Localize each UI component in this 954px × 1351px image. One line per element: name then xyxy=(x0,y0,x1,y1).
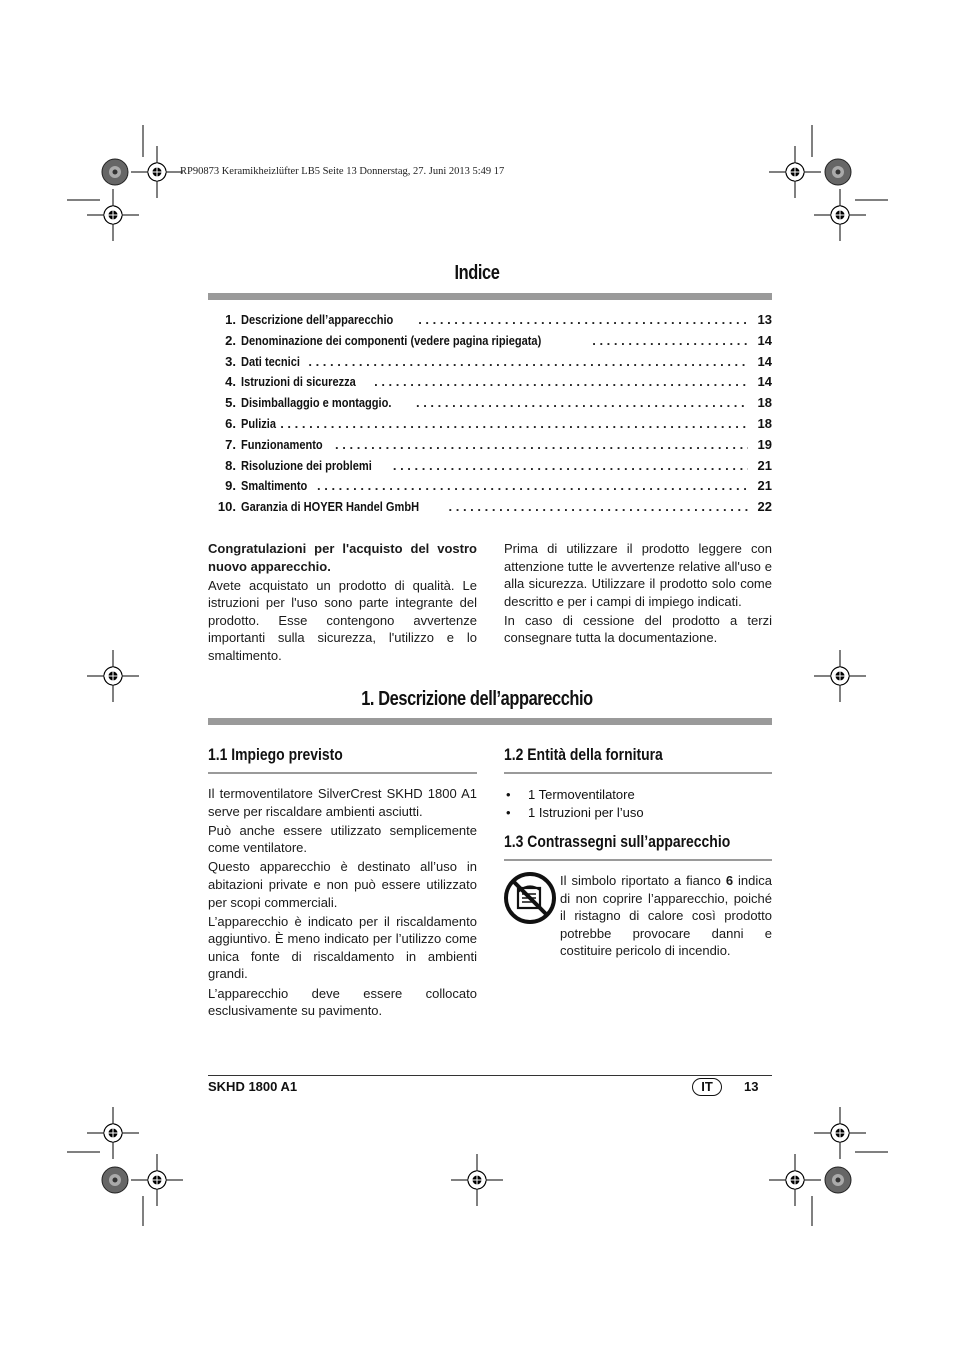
toc-entry-page: 21 xyxy=(757,457,772,473)
toc-entry-page: 14 xyxy=(757,353,772,369)
symbol-text-start: Il simbolo riportato a fianco xyxy=(560,873,726,888)
toc-entry-number: 7. xyxy=(225,436,236,452)
toc-entry-title: Disimballaggio e montaggio. xyxy=(241,395,392,411)
toc-entry-title: Garanzia di HOYER Handel GmbH xyxy=(241,499,420,515)
footer-divider xyxy=(208,1075,772,1076)
section-1-2-title: 1.2 Entità della fornitura xyxy=(504,745,663,764)
toc-entry[interactable] xyxy=(208,458,772,479)
intended-use-paragraph: Questo apparecchio è destinato all’uso in abitazioni private e non può essere utilizzato per scopi commerciali. xyxy=(208,859,477,910)
toc-entry[interactable] xyxy=(208,374,772,395)
section-1-3-body xyxy=(560,872,772,961)
language-badge: IT xyxy=(692,1078,722,1096)
section-1-1-body xyxy=(208,785,477,1021)
toc-entry[interactable] xyxy=(208,354,772,375)
toc-entry[interactable] xyxy=(208,437,772,458)
intro-right-column xyxy=(504,540,772,649)
toc-entry-page: 19 xyxy=(757,436,772,452)
toc-entry[interactable] xyxy=(208,478,772,499)
toc-entry-title: Funzionamento xyxy=(241,436,323,452)
intended-use-paragraph: L’apparecchio è indicato per il riscaldamento aggiuntivo. È meno indicato per l’utilizzo come unica fonte di riscaldamento in ambienti grandi. xyxy=(208,913,477,982)
toc-entry[interactable] xyxy=(208,416,772,437)
toc-entry-page: 14 xyxy=(757,332,772,348)
section-1-3-title: 1.3 Contrassegni sull’apparecchio xyxy=(504,832,731,851)
section-1-1-title: 1.1 Impiego previsto xyxy=(208,745,343,764)
toc-entry-page: 21 xyxy=(757,478,772,494)
toc-leader-dots xyxy=(308,354,748,369)
toc-leader-dots xyxy=(416,395,748,410)
section-1-3-underline xyxy=(504,859,772,861)
index-title: Indice xyxy=(454,262,500,284)
toc-leader-dots xyxy=(317,478,748,493)
toc-entry-title: Dati tecnici xyxy=(241,353,300,369)
toc-leader-dots xyxy=(280,416,748,431)
toc-entry-number: 8. xyxy=(225,457,236,473)
toc-leader-dots xyxy=(592,333,748,348)
toc-entry-number: 4. xyxy=(225,374,236,390)
intro-left-column xyxy=(208,540,477,666)
intro-left-text: Avete acquistato un prodotto di qualità. Le istruzioni per l'uso sono parte integrante del prodotto. Esse contengono avvertenze importanti sulla sicurezza, l'utilizzo e lo smaltimento. xyxy=(208,577,477,664)
toc-entry-page: 18 xyxy=(757,395,772,411)
intended-use-paragraph: Può anche essere utilizzato semplicemente come ventilatore. xyxy=(208,822,477,856)
intro-right-paragraph-2: In caso di cessione del prodotto a terzi consegnare tutta la documentazione. xyxy=(504,612,772,646)
table-of-contents xyxy=(208,312,772,520)
toc-entry-number: 2. xyxy=(225,332,236,348)
toc-entry-title: Istruzioni di sicurezza xyxy=(241,374,356,390)
toc-entry[interactable] xyxy=(208,333,772,354)
print-header: RP90873 Keramikheizlüfter LB5 Seite 13 Donnerstag, 27. Juni 2013 5:49 17 xyxy=(180,166,505,177)
toc-entry[interactable] xyxy=(208,395,772,416)
toc-leader-dots xyxy=(393,458,748,473)
footer-model: SKHD 1800 A1 xyxy=(208,1079,298,1094)
intro-heading: Congratulazioni per l'acquisto del vostro nuovo apparecchio. xyxy=(208,541,477,574)
toc-entry-title: Descrizione dell’apparecchio xyxy=(241,312,394,327)
toc-entry[interactable] xyxy=(208,499,772,520)
toc-entry-page: 14 xyxy=(757,374,772,390)
toc-entry-number: 10. xyxy=(217,499,236,515)
toc-entry-number: 3. xyxy=(225,353,236,369)
supply-list xyxy=(504,786,772,821)
section-1-title: 1. Descrizione dell’apparecchio xyxy=(361,688,593,710)
toc-entry-number: 9. xyxy=(225,478,236,494)
section-1-1-underline xyxy=(208,772,477,774)
do-not-cover-icon xyxy=(504,872,556,924)
toc-leader-dots xyxy=(449,499,749,514)
symbol-ref-number: 6 xyxy=(725,873,734,888)
section-1-divider xyxy=(208,718,772,725)
toc-entry-page: 13 xyxy=(757,312,772,327)
toc-entry-title: Risoluzione dei problemi xyxy=(241,457,372,473)
intro-right-paragraph-1: Prima di utilizzare il prodotto leggere con attenzione tutte le avvertenze relative all'uso e alla sicurezza. Utilizzare il prodotto solo come descritto e per i campi di impiego indicati. xyxy=(504,541,772,609)
toc-entry-title: Pulizia xyxy=(241,415,277,431)
toc-leader-dots xyxy=(335,437,748,452)
index-divider xyxy=(208,293,772,300)
toc-leader-dots xyxy=(374,374,748,389)
intended-use-paragraph: L’apparecchio deve essere collocato esclusivamente su pavimento. xyxy=(208,985,477,1019)
symbol-text-end: indica di non coprire l’apparecchio, poiché il ristagno di calore così prodotto potrebbe provocare danni e costituire pericolo di incendio. xyxy=(560,873,773,959)
toc-entry-page: 22 xyxy=(757,499,772,515)
toc-leader-dots xyxy=(418,312,748,327)
toc-entry-number: 6. xyxy=(225,415,236,431)
supply-list-item: • 1 Istruzioni per l’uso xyxy=(504,804,772,822)
intended-use-paragraph: Il termoventilatore SilverCrest SKHD 1800 A1 serve per riscaldare ambienti asciutti. xyxy=(208,786,477,819)
toc-entry-number: 1. xyxy=(225,312,236,327)
supply-list-item: • 1 Termoventilatore xyxy=(504,786,772,804)
toc-entry-page: 18 xyxy=(757,415,772,431)
toc-entry-title: Smaltimento xyxy=(241,478,308,494)
toc-entry[interactable] xyxy=(208,312,772,333)
page-number: 13 xyxy=(744,1079,759,1094)
toc-entry-number: 5. xyxy=(225,395,236,411)
toc-entry-title: Denominazione dei componenti (vedere pagina ripiegata) xyxy=(241,332,542,348)
section-1-2-underline xyxy=(504,772,772,774)
